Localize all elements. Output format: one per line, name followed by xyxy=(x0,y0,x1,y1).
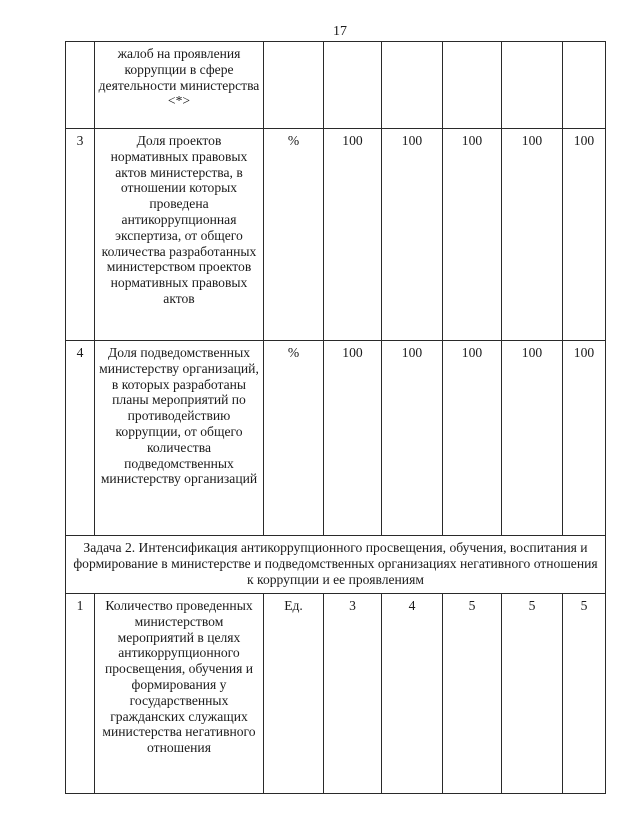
value-cell: 100 xyxy=(324,341,382,536)
value-cell xyxy=(502,42,563,129)
indicator-name: Доля подведомственных министерству организаций, в которых разработаны планы мероприятий по противодействию коррупции, от общего количества подведомственных министерству организаций xyxy=(95,341,264,536)
value-cell: 5 xyxy=(563,594,606,794)
unit-cell xyxy=(264,42,324,129)
value-cell xyxy=(443,42,502,129)
unit-cell: % xyxy=(264,341,324,536)
indicator-name: Доля проектов нормативных правовых актов министерства, в отношении которых проведена антикоррупционная экспертиза, от общего количества разработанных министерством проектов нормативных правовых актов xyxy=(95,129,264,341)
value-cell: 100 xyxy=(563,129,606,341)
unit-cell: Ед. xyxy=(264,594,324,794)
value-cell xyxy=(324,42,382,129)
value-cell: 5 xyxy=(502,594,563,794)
indicators-table xyxy=(65,41,606,794)
row-number: 3 xyxy=(66,129,95,341)
table-row xyxy=(66,129,606,341)
value-cell: 100 xyxy=(502,341,563,536)
value-cell: 100 xyxy=(382,129,443,341)
value-cell: 100 xyxy=(563,341,606,536)
task-2-heading: Задача 2. Интенсификация антикоррупционного просвещения, обучения, воспитания и формирование в министерстве и подведомственных организациях негативного отношения к коррупции и ее проявлениям xyxy=(66,536,606,594)
table-row xyxy=(66,42,606,129)
value-cell: 4 xyxy=(382,594,443,794)
value-cell: 100 xyxy=(443,129,502,341)
row-number: 1 xyxy=(66,594,95,794)
row-number: 4 xyxy=(66,341,95,536)
value-cell: 5 xyxy=(443,594,502,794)
indicator-name: жалоб на проявления коррупции в сфере деятельности министерства <*> xyxy=(95,42,264,129)
value-cell xyxy=(563,42,606,129)
row-number xyxy=(66,42,95,129)
indicator-name: Количество проведенных министерством мероприятий в целях антикоррупционного просвещения, обучения и формирования у государственных гражданских служащих министерства негативного отношения xyxy=(95,594,264,794)
task-row xyxy=(66,536,606,594)
value-cell: 100 xyxy=(382,341,443,536)
value-cell: 100 xyxy=(324,129,382,341)
page-number: 17 xyxy=(333,24,347,39)
value-cell: 3 xyxy=(324,594,382,794)
unit-cell: % xyxy=(264,129,324,341)
table-row xyxy=(66,341,606,536)
value-cell xyxy=(382,42,443,129)
value-cell: 100 xyxy=(502,129,563,341)
table-row xyxy=(66,594,606,794)
value-cell: 100 xyxy=(443,341,502,536)
